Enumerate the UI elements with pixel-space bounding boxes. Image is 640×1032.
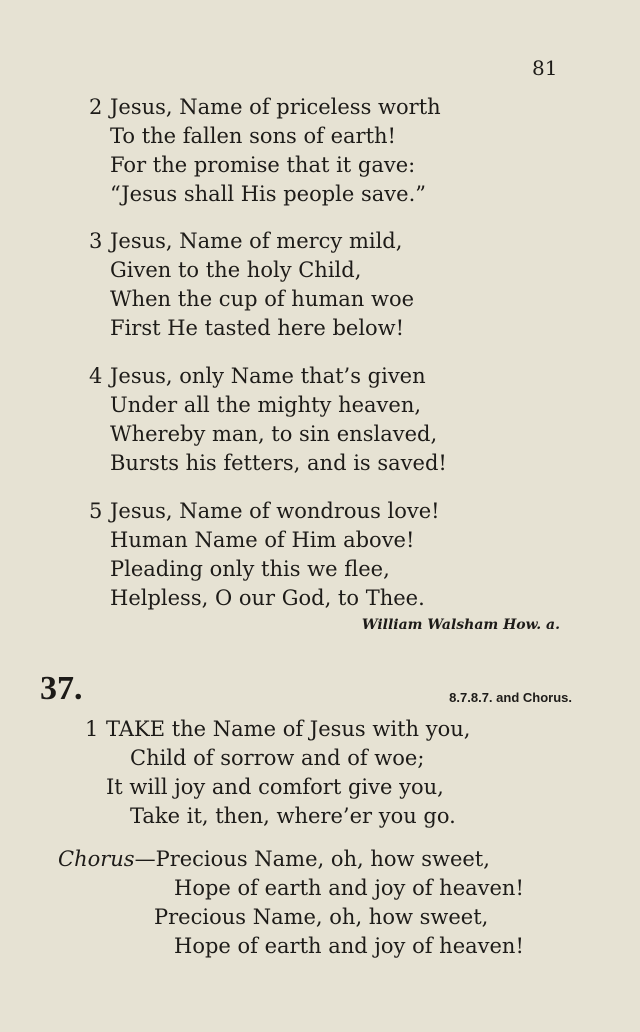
- stanza-line: Whereby man, to sin enslaved,: [110, 422, 438, 446]
- hymn-number: 37.: [40, 670, 83, 707]
- stanza-number: 1: [85, 717, 99, 741]
- stanza-line: [89, 93, 441, 122]
- stanza-line: [89, 227, 414, 256]
- stanza-line: When the cup of human woe: [110, 287, 415, 311]
- stanza-line: [89, 497, 440, 526]
- stanza-line: First He tasted here below!: [110, 316, 405, 340]
- stanza-number: 5: [89, 499, 103, 523]
- stanza-line-text: Jesus, Name of priceless worth: [110, 95, 441, 119]
- chorus-line: Precious Name, oh, how sweet,: [154, 905, 489, 929]
- chorus-label: Chorus: [58, 847, 135, 871]
- stanza-line-text: Jesus, Name of mercy mild,: [110, 229, 403, 253]
- hymn-meter: 8.7.8.7. and Chorus.: [449, 690, 572, 705]
- stanza-4: [89, 362, 447, 478]
- stanza-number: 2: [89, 95, 103, 119]
- stanza-line: Pleading only this we flee,: [110, 557, 390, 581]
- stanza-line-text: Jesus, Name of wondrous love!: [110, 499, 440, 523]
- stanza-line: To the fallen sons of earth!: [110, 124, 396, 148]
- stanza-line: [89, 362, 447, 391]
- chorus-line: Hope of earth and joy of heaven!: [174, 934, 524, 958]
- page-number: 81: [532, 56, 558, 80]
- stanza-line: Bursts his fetters, and is saved!: [110, 451, 447, 475]
- stanza-number: 4: [89, 364, 103, 388]
- stanza-number: 3: [89, 229, 103, 253]
- chorus-line: Hope of earth and joy of heaven!: [174, 876, 524, 900]
- hymn-37-stanza-1: [85, 715, 471, 831]
- stanza-line: Human Name of Him above!: [110, 528, 415, 552]
- stanza-line: [85, 715, 471, 744]
- stanza-3: [89, 227, 415, 343]
- stanza-line: Take it, then, where’er you go.: [130, 804, 456, 828]
- stanza-line: Under all the mighty heaven,: [110, 393, 422, 417]
- stanza-line: “Jesus shall His people save.”: [110, 182, 427, 206]
- chorus: [58, 845, 524, 961]
- chorus-line-text: —Precious Name, oh, how sweet,: [134, 847, 490, 871]
- stanza-2: [89, 93, 441, 209]
- stanza-line: It will joy and comfort give you,: [106, 775, 444, 799]
- stanza-line-text: Jesus, only Name that’s given: [110, 364, 426, 388]
- stanza-line-text: TAKE the Name of Jesus with you,: [106, 717, 471, 741]
- chorus-line: [58, 845, 524, 874]
- author-attribution: William Walsham How. a.: [361, 617, 560, 633]
- stanza-line: For the promise that it gave:: [110, 153, 416, 177]
- stanza-5: [89, 497, 440, 613]
- stanza-line: Child of sorrow and of woe;: [130, 746, 425, 770]
- stanza-line: Given to the holy Child,: [110, 258, 362, 282]
- stanza-line: Helpless, O our God, to Thee.: [110, 586, 425, 610]
